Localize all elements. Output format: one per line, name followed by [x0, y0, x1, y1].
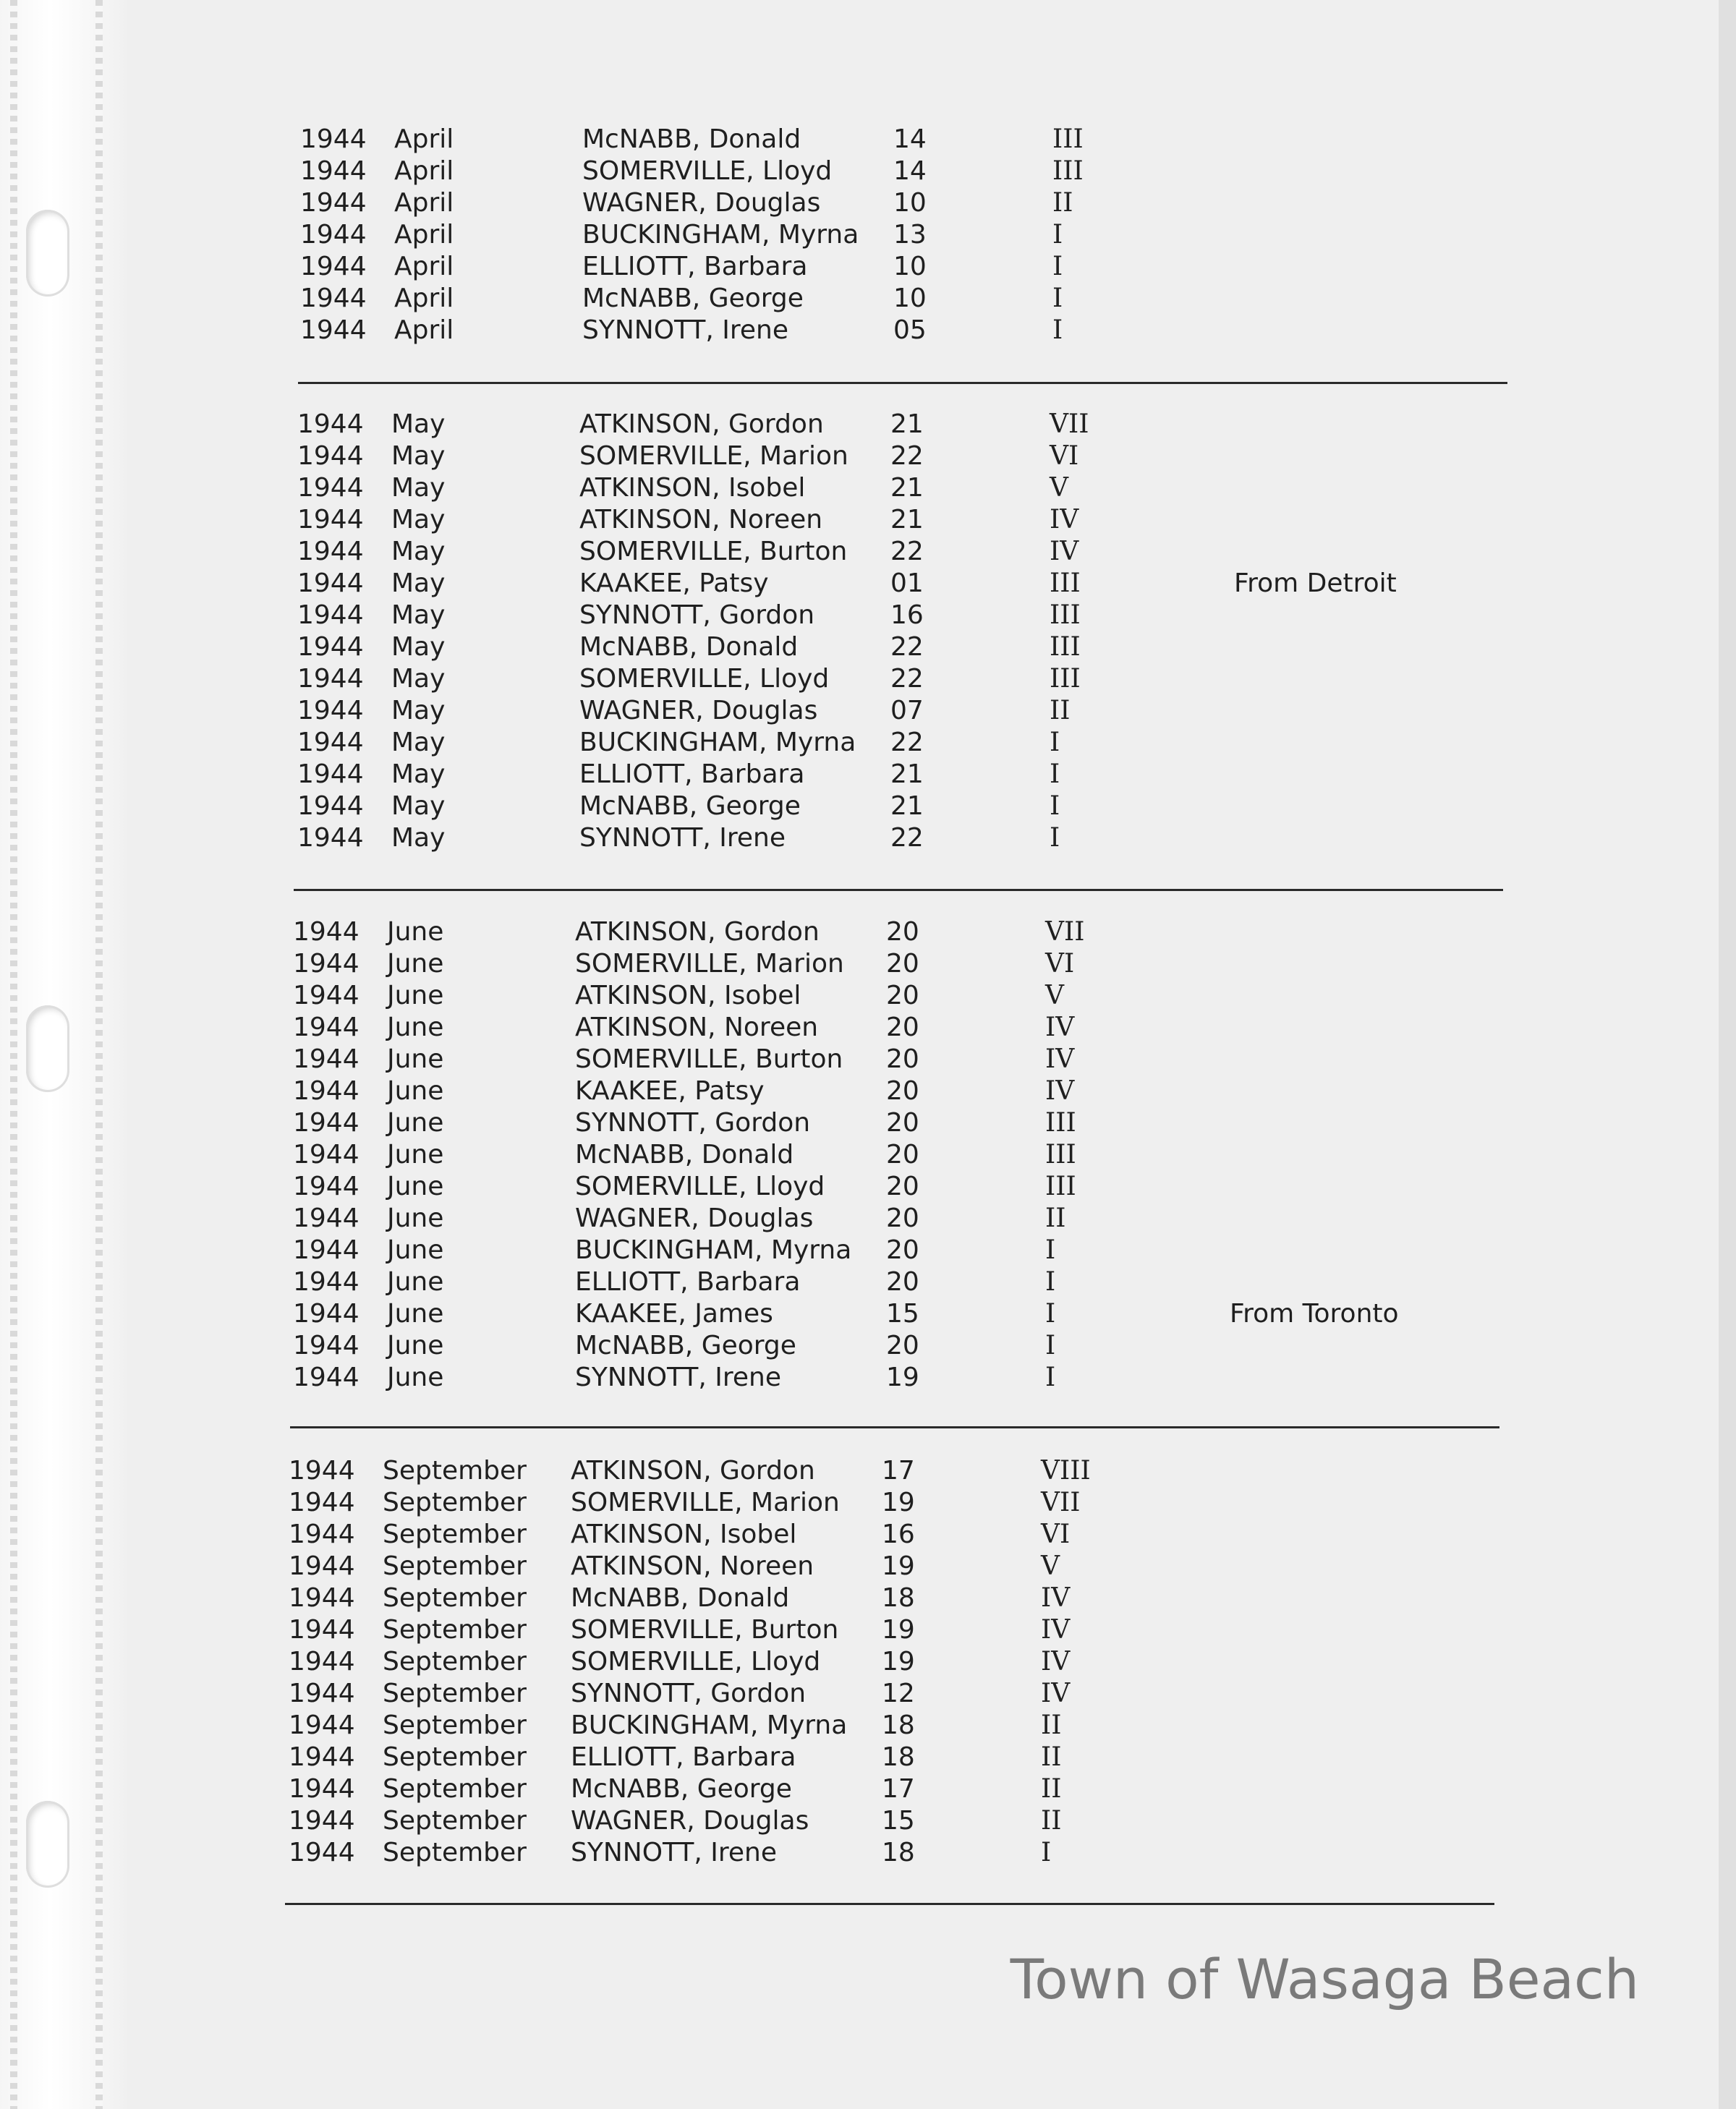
- age-cell: 05: [893, 315, 927, 345]
- age-cell: 01: [890, 568, 924, 598]
- month-cell: September: [383, 1615, 527, 1645]
- grade-cell: I: [1050, 823, 1060, 853]
- year-cell: 1944: [289, 1551, 355, 1581]
- age-cell: 16: [882, 1520, 915, 1549]
- name-cell: McNABB, George: [571, 1774, 792, 1804]
- name-cell: BUCKINGHAM, Myrna: [579, 728, 856, 757]
- age-cell: 20: [886, 1331, 919, 1360]
- name-cell: SOMERVILLE, Lloyd: [575, 1172, 825, 1201]
- age-cell: 18: [882, 1742, 915, 1772]
- year-cell: 1944: [297, 505, 364, 534]
- name-cell: SOMERVILLE, Lloyd: [579, 664, 830, 694]
- name-cell: BUCKINGHAM, Myrna: [571, 1710, 848, 1740]
- year-cell: 1944: [293, 1331, 359, 1360]
- name-cell: SYNNOTT, Irene: [579, 823, 786, 853]
- name-cell: SOMERVILLE, Lloyd: [582, 156, 833, 186]
- note-cell: From Toronto: [1230, 1299, 1399, 1329]
- name-cell: ATKINSON, Isobel: [579, 473, 806, 503]
- month-cell: May: [391, 473, 446, 503]
- age-cell: 07: [890, 696, 924, 725]
- month-cell: June: [387, 1076, 444, 1106]
- age-cell: 21: [890, 409, 924, 439]
- age-cell: 20: [886, 1076, 919, 1106]
- year-cell: 1944: [297, 600, 364, 630]
- grade-cell: II: [1052, 188, 1073, 218]
- section-divider: [285, 1903, 1494, 1905]
- age-cell: 20: [886, 1013, 919, 1042]
- name-cell: KAAKEE, Patsy: [579, 568, 769, 598]
- grade-cell: IV: [1050, 537, 1079, 566]
- name-cell: SOMERVILLE, Marion: [571, 1488, 840, 1517]
- month-cell: April: [394, 284, 454, 313]
- month-cell: September: [383, 1806, 527, 1836]
- age-cell: 10: [893, 188, 927, 218]
- section-divider: [290, 1426, 1499, 1428]
- grade-cell: III: [1050, 600, 1081, 630]
- month-cell: September: [383, 1647, 527, 1676]
- page-edge: [1719, 0, 1736, 2109]
- name-cell: SOMERVILLE, Marion: [579, 441, 848, 471]
- name-cell: ATKINSON, Gordon: [579, 409, 824, 439]
- name-cell: KAAKEE, Patsy: [575, 1076, 765, 1106]
- grade-cell: VI: [1050, 441, 1079, 471]
- age-cell: 10: [893, 284, 927, 313]
- month-cell: May: [391, 728, 446, 757]
- month-cell: June: [387, 1331, 444, 1360]
- month-cell: May: [391, 537, 446, 566]
- age-cell: 21: [890, 473, 924, 503]
- age-cell: 20: [886, 1108, 919, 1138]
- age-cell: 19: [882, 1615, 915, 1645]
- month-cell: May: [391, 664, 446, 694]
- month-cell: September: [383, 1679, 527, 1708]
- grade-cell: III: [1050, 664, 1081, 694]
- name-cell: SYNNOTT, Gordon: [571, 1679, 807, 1708]
- name-cell: McNABB, Donald: [579, 632, 799, 662]
- month-cell: May: [391, 696, 446, 725]
- year-cell: 1944: [289, 1583, 355, 1613]
- month-cell: April: [394, 315, 454, 345]
- year-cell: 1944: [297, 537, 364, 566]
- name-cell: ELLIOTT, Barbara: [575, 1267, 801, 1297]
- month-cell: April: [394, 156, 454, 186]
- name-cell: SOMERVILLE, Marion: [575, 949, 844, 979]
- month-cell: May: [391, 823, 446, 853]
- month-cell: April: [394, 220, 454, 250]
- age-cell: 10: [893, 252, 927, 281]
- year-cell: 1944: [289, 1520, 355, 1549]
- grade-cell: VII: [1045, 917, 1085, 947]
- year-cell: 1944: [289, 1710, 355, 1740]
- grade-cell: VIII: [1041, 1456, 1091, 1486]
- binder-hole: [26, 210, 69, 297]
- year-cell: 1944: [293, 1299, 359, 1329]
- month-cell: September: [383, 1774, 527, 1804]
- name-cell: ATKINSON, Noreen: [579, 505, 823, 534]
- footer-watermark: Town of Wasaga Beach: [1010, 1947, 1639, 2011]
- age-cell: 22: [890, 632, 924, 662]
- grade-cell: III: [1052, 124, 1084, 154]
- age-cell: 15: [886, 1299, 919, 1329]
- name-cell: McNABB, Donald: [571, 1583, 790, 1613]
- name-cell: ATKINSON, Gordon: [575, 917, 820, 947]
- name-cell: ELLIOTT, Barbara: [582, 252, 808, 281]
- month-cell: September: [383, 1551, 527, 1581]
- month-cell: May: [391, 568, 446, 598]
- year-cell: 1944: [297, 823, 364, 853]
- age-cell: 14: [893, 156, 927, 186]
- grade-cell: IV: [1050, 505, 1079, 534]
- year-cell: 1944: [293, 1172, 359, 1201]
- name-cell: McNABB, George: [582, 284, 804, 313]
- grade-cell: III: [1052, 156, 1084, 186]
- year-cell: 1944: [300, 188, 367, 218]
- name-cell: BUCKINGHAM, Myrna: [582, 220, 859, 250]
- year-cell: 1944: [293, 1267, 359, 1297]
- age-cell: 20: [886, 1044, 919, 1074]
- binder-hole: [26, 1005, 69, 1092]
- month-cell: May: [391, 600, 446, 630]
- grade-cell: I: [1045, 1331, 1056, 1360]
- grade-cell: II: [1041, 1710, 1062, 1740]
- year-cell: 1944: [297, 728, 364, 757]
- grade-cell: I: [1041, 1838, 1052, 1867]
- age-cell: 19: [882, 1647, 915, 1676]
- name-cell: WAGNER, Douglas: [575, 1203, 814, 1233]
- grade-cell: IV: [1041, 1679, 1071, 1708]
- age-cell: 19: [886, 1363, 919, 1392]
- name-cell: BUCKINGHAM, Myrna: [575, 1235, 852, 1265]
- month-cell: June: [387, 917, 444, 947]
- month-cell: September: [383, 1742, 527, 1772]
- age-cell: 20: [886, 917, 919, 947]
- age-cell: 16: [890, 600, 924, 630]
- age-cell: 22: [890, 537, 924, 566]
- year-cell: 1944: [293, 1013, 359, 1042]
- year-cell: 1944: [297, 568, 364, 598]
- month-cell: May: [391, 632, 446, 662]
- year-cell: 1944: [289, 1838, 355, 1867]
- grade-cell: I: [1052, 284, 1063, 313]
- sheet-protector-binding: [0, 0, 128, 2109]
- year-cell: 1944: [297, 473, 364, 503]
- grade-cell: I: [1045, 1363, 1056, 1392]
- grade-cell: V: [1050, 473, 1068, 503]
- note-cell: From Detroit: [1234, 568, 1397, 598]
- age-cell: 22: [890, 664, 924, 694]
- year-cell: 1944: [289, 1456, 355, 1486]
- name-cell: WAGNER, Douglas: [579, 696, 818, 725]
- year-cell: 1944: [289, 1679, 355, 1708]
- year-cell: 1944: [297, 791, 364, 821]
- month-cell: June: [387, 1203, 444, 1233]
- month-cell: April: [394, 124, 454, 154]
- age-cell: 22: [890, 823, 924, 853]
- age-cell: 15: [882, 1806, 915, 1836]
- grade-cell: IV: [1045, 1044, 1075, 1074]
- age-cell: 20: [886, 1172, 919, 1201]
- name-cell: SYNNOTT, Irene: [582, 315, 789, 345]
- year-cell: 1944: [297, 759, 364, 789]
- year-cell: 1944: [297, 409, 364, 439]
- year-cell: 1944: [300, 284, 367, 313]
- age-cell: 19: [882, 1488, 915, 1517]
- year-cell: 1944: [289, 1615, 355, 1645]
- year-cell: 1944: [293, 917, 359, 947]
- binding-seam: [10, 0, 17, 2109]
- name-cell: SOMERVILLE, Burton: [571, 1615, 839, 1645]
- grade-cell: IV: [1045, 1013, 1075, 1042]
- month-cell: June: [387, 1108, 444, 1138]
- age-cell: 20: [886, 1267, 919, 1297]
- name-cell: McNABB, Donald: [575, 1140, 794, 1169]
- age-cell: 22: [890, 728, 924, 757]
- year-cell: 1944: [300, 220, 367, 250]
- grade-cell: V: [1041, 1551, 1060, 1581]
- year-cell: 1944: [289, 1742, 355, 1772]
- grade-cell: II: [1045, 1203, 1066, 1233]
- name-cell: McNABB, Donald: [582, 124, 801, 154]
- month-cell: April: [394, 188, 454, 218]
- year-cell: 1944: [300, 156, 367, 186]
- year-cell: 1944: [297, 664, 364, 694]
- name-cell: SYNNOTT, Irene: [571, 1838, 778, 1867]
- grade-cell: III: [1050, 632, 1081, 662]
- month-cell: May: [391, 791, 446, 821]
- age-cell: 14: [893, 124, 927, 154]
- section-divider: [298, 382, 1507, 384]
- age-cell: 17: [882, 1774, 915, 1804]
- grade-cell: I: [1052, 252, 1063, 281]
- year-cell: 1944: [297, 632, 364, 662]
- grade-cell: VI: [1041, 1520, 1071, 1549]
- name-cell: ATKINSON, Isobel: [571, 1520, 797, 1549]
- age-cell: 20: [886, 1203, 919, 1233]
- grade-cell: III: [1050, 568, 1081, 598]
- year-cell: 1944: [293, 1203, 359, 1233]
- grade-cell: I: [1045, 1267, 1056, 1297]
- year-cell: 1944: [289, 1488, 355, 1517]
- name-cell: SOMERVILLE, Lloyd: [571, 1647, 821, 1676]
- document-page: [127, 0, 1736, 2109]
- month-cell: September: [383, 1488, 527, 1517]
- age-cell: 20: [886, 1235, 919, 1265]
- grade-cell: I: [1050, 759, 1060, 789]
- name-cell: ATKINSON, Isobel: [575, 981, 801, 1010]
- grade-cell: VII: [1041, 1488, 1081, 1517]
- year-cell: 1944: [293, 1108, 359, 1138]
- month-cell: September: [383, 1838, 527, 1867]
- year-cell: 1944: [293, 1235, 359, 1265]
- age-cell: 18: [882, 1710, 915, 1740]
- month-cell: May: [391, 505, 446, 534]
- year-cell: 1944: [293, 1044, 359, 1074]
- year-cell: 1944: [297, 441, 364, 471]
- name-cell: ATKINSON, Noreen: [571, 1551, 814, 1581]
- age-cell: 18: [882, 1583, 915, 1613]
- month-cell: May: [391, 441, 446, 471]
- age-cell: 21: [890, 759, 924, 789]
- year-cell: 1944: [289, 1647, 355, 1676]
- grade-cell: II: [1041, 1806, 1062, 1836]
- month-cell: April: [394, 252, 454, 281]
- age-cell: 13: [893, 220, 927, 250]
- month-cell: June: [387, 1044, 444, 1074]
- age-cell: 21: [890, 505, 924, 534]
- month-cell: June: [387, 1235, 444, 1265]
- year-cell: 1944: [293, 1363, 359, 1392]
- month-cell: September: [383, 1456, 527, 1486]
- grade-cell: IV: [1041, 1647, 1071, 1676]
- grade-cell: III: [1045, 1108, 1076, 1138]
- age-cell: 12: [882, 1679, 915, 1708]
- month-cell: June: [387, 1013, 444, 1042]
- name-cell: SOMERVILLE, Burton: [575, 1044, 843, 1074]
- age-cell: 22: [890, 441, 924, 471]
- grade-cell: IV: [1045, 1076, 1075, 1106]
- name-cell: WAGNER, Douglas: [582, 188, 821, 218]
- year-cell: 1944: [293, 1140, 359, 1169]
- name-cell: ELLIOTT, Barbara: [571, 1742, 796, 1772]
- month-cell: June: [387, 949, 444, 979]
- grade-cell: I: [1045, 1235, 1056, 1265]
- age-cell: 20: [886, 981, 919, 1010]
- name-cell: ELLIOTT, Barbara: [579, 759, 805, 789]
- age-cell: 20: [886, 1140, 919, 1169]
- binder-hole: [26, 1801, 69, 1888]
- grade-cell: I: [1045, 1299, 1056, 1329]
- month-cell: June: [387, 1140, 444, 1169]
- name-cell: KAAKEE, James: [575, 1299, 773, 1329]
- year-cell: 1944: [289, 1806, 355, 1836]
- month-cell: June: [387, 1172, 444, 1201]
- year-cell: 1944: [300, 124, 367, 154]
- month-cell: September: [383, 1520, 527, 1549]
- age-cell: 18: [882, 1838, 915, 1867]
- grade-cell: IV: [1041, 1615, 1071, 1645]
- month-cell: May: [391, 409, 446, 439]
- name-cell: ATKINSON, Gordon: [571, 1456, 815, 1486]
- year-cell: 1944: [289, 1774, 355, 1804]
- month-cell: June: [387, 1299, 444, 1329]
- binding-seam: [95, 0, 103, 2109]
- grade-cell: VI: [1045, 949, 1075, 979]
- year-cell: 1944: [300, 252, 367, 281]
- month-cell: June: [387, 981, 444, 1010]
- section-divider: [294, 889, 1503, 891]
- name-cell: SYNNOTT, Gordon: [575, 1108, 811, 1138]
- grade-cell: I: [1050, 728, 1060, 757]
- grade-cell: III: [1045, 1172, 1076, 1201]
- year-cell: 1944: [293, 1076, 359, 1106]
- month-cell: June: [387, 1363, 444, 1392]
- age-cell: 17: [882, 1456, 915, 1486]
- month-cell: September: [383, 1583, 527, 1613]
- year-cell: 1944: [300, 315, 367, 345]
- name-cell: SYNNOTT, Gordon: [579, 600, 815, 630]
- age-cell: 20: [886, 949, 919, 979]
- year-cell: 1944: [297, 696, 364, 725]
- grade-cell: III: [1045, 1140, 1076, 1169]
- grade-cell: II: [1041, 1774, 1062, 1804]
- grade-cell: I: [1050, 791, 1060, 821]
- month-cell: May: [391, 759, 446, 789]
- name-cell: SYNNOTT, Irene: [575, 1363, 782, 1392]
- age-cell: 19: [882, 1551, 915, 1581]
- month-cell: September: [383, 1710, 527, 1740]
- grade-cell: V: [1045, 981, 1064, 1010]
- grade-cell: I: [1052, 315, 1063, 345]
- year-cell: 1944: [293, 949, 359, 979]
- grade-cell: II: [1050, 696, 1071, 725]
- name-cell: SOMERVILLE, Burton: [579, 537, 848, 566]
- grade-cell: VII: [1050, 409, 1089, 439]
- grade-cell: I: [1052, 220, 1063, 250]
- grade-cell: IV: [1041, 1583, 1071, 1613]
- name-cell: ATKINSON, Noreen: [575, 1013, 819, 1042]
- year-cell: 1944: [293, 981, 359, 1010]
- name-cell: McNABB, George: [579, 791, 801, 821]
- age-cell: 21: [890, 791, 924, 821]
- grade-cell: II: [1041, 1742, 1062, 1772]
- name-cell: McNABB, George: [575, 1331, 796, 1360]
- name-cell: WAGNER, Douglas: [571, 1806, 809, 1836]
- month-cell: June: [387, 1267, 444, 1297]
